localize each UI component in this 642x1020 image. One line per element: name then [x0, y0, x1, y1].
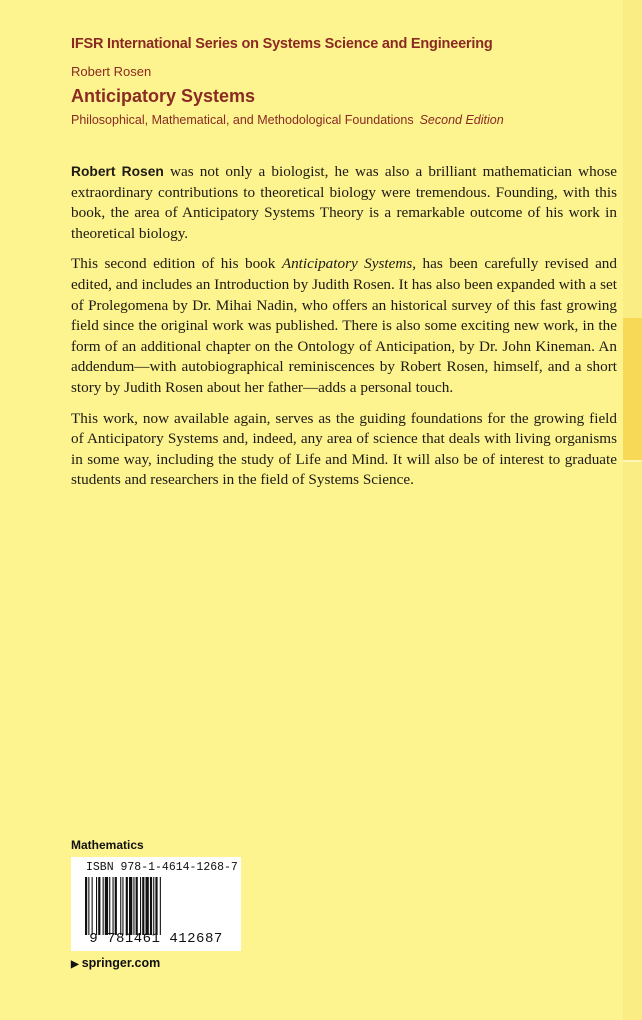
barcode-bar — [122, 877, 123, 935]
spine-divider — [623, 460, 642, 462]
blurb-p2-book-title: Anticipatory Systems, — [281, 255, 417, 273]
barcode-bar — [120, 877, 121, 935]
isbn-barcode — [71, 857, 241, 951]
barcode-bar — [85, 877, 87, 935]
barcode-digits: 9 781461 412687 — [89, 931, 223, 947]
book-title: Anticipatory Systems — [71, 86, 256, 106]
barcode-bar — [155, 877, 157, 935]
book-subtitle — [71, 113, 504, 127]
publisher-link[interactable] — [71, 956, 160, 970]
barcode-bar — [153, 877, 154, 935]
barcode-bar — [146, 877, 149, 935]
blurb-paragraph-2 — [71, 254, 617, 398]
blurb-p2-before: This second edition of his book — [71, 255, 282, 273]
subtitle-text: Philosophical, Mathematical, and Methodological Foundations — [71, 113, 414, 127]
author-name: Robert Rosen — [71, 64, 152, 79]
barcode-bar — [160, 877, 161, 935]
barcode-bar — [142, 877, 144, 935]
blurb-p2-after: has been carefully revised and edited, and includes an Introduction by Judith Rosen. It has also been expanded with a set of Prolegomena by Dr. Mihai Nadin, who offers an historical survey of this fast growing field since the original work was published. There is also some exciting new work, in the form of an additional chapter on the Ontology of Anticipation, by Dr. John Kineman. An addendum—with autobiographical reminiscences by Robert Rosen, himself, and a short story by Judith Rosen about her father—adds a personal touch. — [71, 255, 617, 396]
cover-edge-strip — [623, 0, 642, 1020]
barcode-bars — [85, 877, 227, 935]
series-title: IFSR International Series on Systems Science and Engineering — [71, 36, 493, 52]
barcode-bar — [105, 877, 108, 935]
blurb-paragraph-3: This work, now available again, serves as the guiding foundations for the growing field of Anticipatory Systems and, indeed, any area of science that deals with living organisms in some way, including the study of Life and Mind. It will also be of interest to graduate students and researchers in the field of Systems Science. — [71, 409, 617, 489]
barcode-bar — [92, 877, 93, 935]
barcode-bar — [150, 877, 152, 935]
barcode-bar — [115, 877, 117, 935]
blurb-paragraph-1 — [71, 162, 617, 244]
barcode-bar — [126, 877, 128, 935]
subject-category: Mathematics — [71, 838, 144, 852]
arrow-icon: ▶ — [71, 959, 79, 970]
barcode-bar — [133, 877, 134, 935]
blurb-author-lead: Robert Rosen — [71, 164, 164, 179]
barcode-bar — [113, 877, 114, 935]
barcode-bar — [103, 877, 104, 935]
publisher-url: springer.com — [81, 956, 161, 970]
blurb-p1-text: was not only a biologist, he was also a brilliant mathematician whose extraordinary contributions to theoretical biology were tremendous. Founding, with this book, the area of Anticipatory Systems Theory is a remarkable outcome of his work in theoretical biology. — [71, 163, 617, 242]
edition-label: Second Edition — [419, 113, 504, 127]
barcode-bar — [96, 877, 97, 935]
barcode-bar — [136, 877, 138, 935]
barcode-bar — [109, 877, 110, 935]
isbn-label: ISBN 978-1-4614-1268-7 — [86, 861, 238, 874]
barcode-bar — [98, 877, 100, 935]
spine-color-tab — [623, 318, 642, 460]
barcode-bar — [88, 877, 89, 935]
barcode-bar — [140, 877, 141, 935]
barcode-bar — [129, 877, 132, 935]
blurb — [71, 162, 617, 501]
